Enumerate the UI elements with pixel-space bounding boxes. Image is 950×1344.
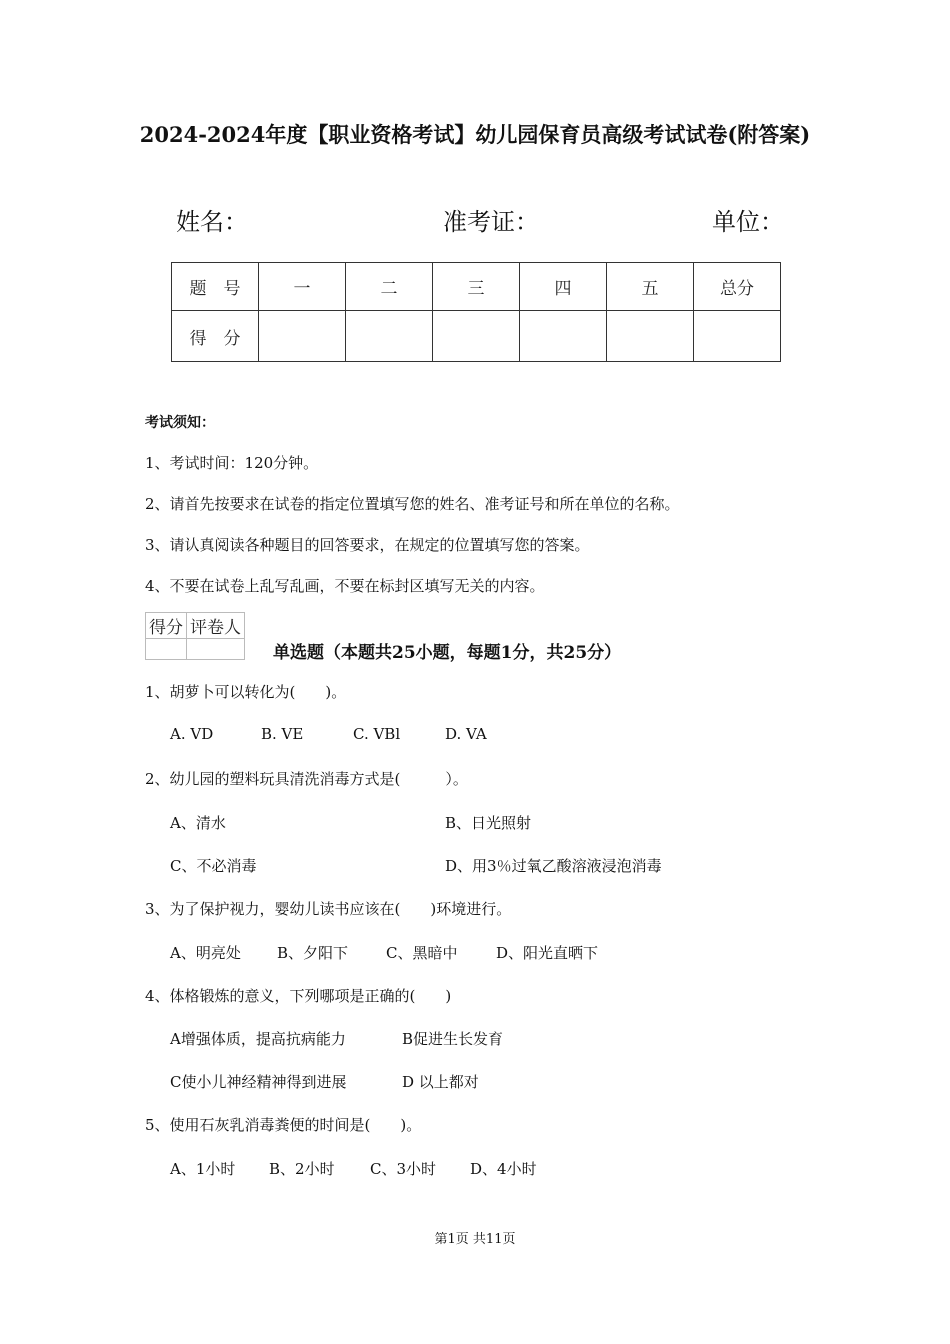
answer-option: A增强体质，提高抗病能力 bbox=[170, 1030, 346, 1048]
answer-option: B、日光照射 bbox=[445, 814, 532, 832]
answer-option: C、3小时 bbox=[370, 1160, 437, 1178]
score-entry-cell[interactable] bbox=[694, 311, 781, 362]
exam-title: 2024-2024年度【职业资格考试】幼儿园保育员高级考试试卷(附答案) bbox=[139, 122, 811, 147]
answer-option: D 以上都对 bbox=[402, 1073, 479, 1091]
grader-box bbox=[145, 612, 245, 660]
question-text: 3、为了保护视力，婴幼儿读书应该在( )环境进行。 bbox=[145, 900, 512, 918]
grader-name-label: 评卷人 bbox=[187, 613, 245, 639]
score-entry-cell[interactable] bbox=[520, 311, 607, 362]
score-table-cell: 题 号 bbox=[172, 263, 259, 311]
score-entry-cell[interactable] bbox=[433, 311, 520, 362]
score-table-cell: 二 bbox=[346, 263, 433, 311]
section-title: 单选题（本题共25小题，每题1分，共25分） bbox=[273, 643, 622, 663]
answer-option: A、清水 bbox=[170, 814, 226, 832]
score-entry-cell[interactable] bbox=[346, 311, 433, 362]
question-text: 4、体格锻炼的意义，下列哪项是正确的( ) bbox=[145, 987, 452, 1005]
score-entry-cell[interactable] bbox=[607, 311, 694, 362]
answer-option: C. VBl bbox=[353, 725, 401, 743]
answer-option: B、2小时 bbox=[269, 1160, 335, 1178]
answer-option: D、4小时 bbox=[470, 1160, 537, 1178]
answer-option: B促进生长发育 bbox=[402, 1030, 504, 1048]
question-text: 1、胡萝卜可以转化为( )。 bbox=[145, 683, 347, 701]
answer-option: B. VE bbox=[261, 725, 304, 743]
name-field-label: 姓名： bbox=[176, 208, 248, 236]
score-table-cell: 四 bbox=[520, 263, 607, 311]
score-entry-cell[interactable] bbox=[259, 311, 346, 362]
question-text: 2、幼儿园的塑料玩具清洗消毒方式是( ）。 bbox=[145, 770, 468, 788]
score-table-cell: 总分 bbox=[694, 263, 781, 311]
answer-option: C、不必消毒 bbox=[170, 857, 257, 875]
answer-option: A、明亮处 bbox=[170, 944, 241, 962]
grader-score-label: 得分 bbox=[146, 613, 187, 639]
answer-option: A、1小时 bbox=[170, 1160, 236, 1178]
answer-option: D、用3％过氧乙酸溶液浸泡消毒 bbox=[445, 857, 662, 875]
answer-option: A. VD bbox=[170, 725, 214, 743]
grader-name-entry[interactable] bbox=[187, 639, 245, 660]
unit-field-label: 单位： bbox=[712, 208, 784, 236]
answer-option: C使小儿神经精神得到进展 bbox=[170, 1073, 347, 1091]
score-table-row-label: 得 分 bbox=[172, 311, 259, 362]
answer-option: D. VA bbox=[445, 725, 487, 743]
answer-option: C、黑暗中 bbox=[386, 944, 458, 962]
score-table-cell: 三 bbox=[433, 263, 520, 311]
score-table-cell: 一 bbox=[259, 263, 346, 311]
grader-score-entry[interactable] bbox=[146, 639, 187, 660]
score-table-header-row bbox=[172, 263, 781, 311]
note-item: 1、考试时间：120分钟。 bbox=[145, 454, 319, 472]
score-table-score-row bbox=[172, 311, 781, 362]
grader-box-entry-row bbox=[146, 639, 245, 660]
exam-id-field-label: 准考证： bbox=[443, 208, 539, 236]
note-item: 2、请首先按要求在试卷的指定位置填写您的姓名、准考证号和所在单位的名称。 bbox=[145, 495, 680, 513]
grader-box-header bbox=[146, 613, 245, 639]
note-item: 3、请认真阅读各种题目的回答要求，在规定的位置填写您的答案。 bbox=[145, 536, 590, 554]
score-table bbox=[171, 262, 781, 362]
question-text: 5、使用石灰乳消毒粪便的时间是( )。 bbox=[145, 1116, 422, 1134]
answer-option: B、夕阳下 bbox=[277, 944, 349, 962]
score-table-cell: 五 bbox=[607, 263, 694, 311]
answer-option: D、阳光直晒下 bbox=[496, 944, 599, 962]
page-number-footer: 第1页 共11页 bbox=[434, 1232, 516, 1247]
notes-title: 考试须知： bbox=[145, 415, 215, 431]
note-item: 4、不要在试卷上乱写乱画，不要在标封区填写无关的内容。 bbox=[145, 577, 545, 595]
